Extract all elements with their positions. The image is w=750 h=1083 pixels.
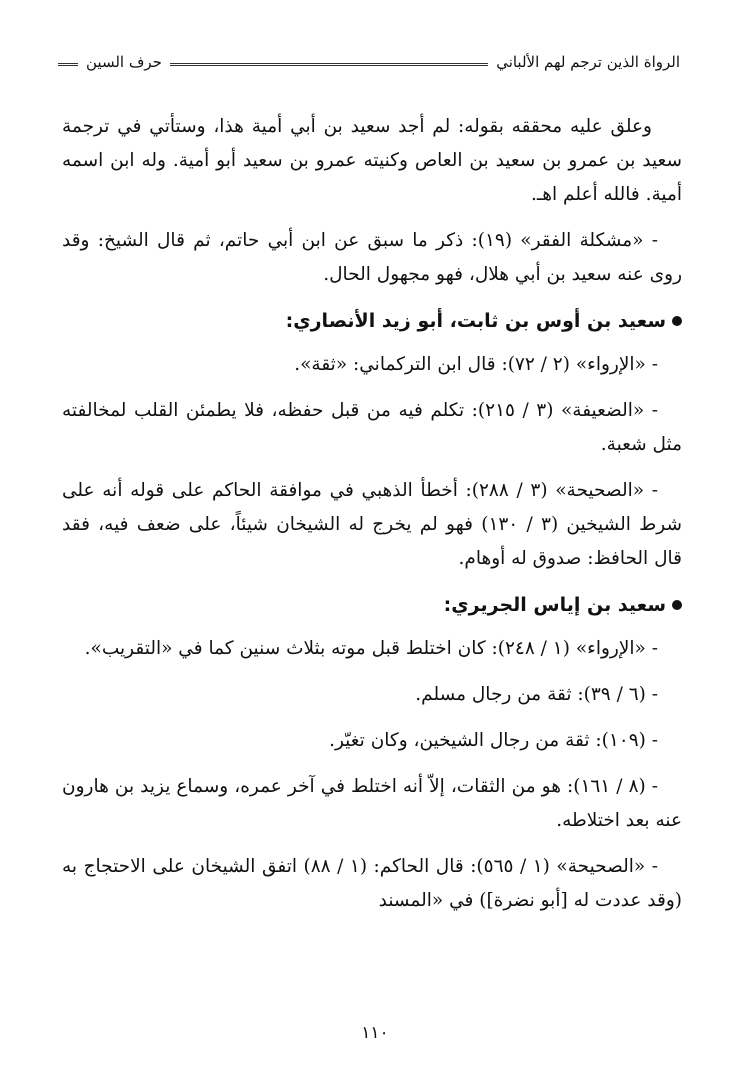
entry-item: - «الضعيفة» (٣ / ٢١٥): تكلم فيه من قبل حفظه، فلا يطمئن القلب لمخالفته مثل شعبة. xyxy=(62,400,682,455)
entry-item: - «الصحيحة» (٣ / ٢٨٨): أخطأ الذهبي في موافقة الحاكم على قوله أنه على شرط الشيخين (٣ / ١٣٠) فهو لم يخرج له الشيخان شيئاً، على ضعف فيه، فقد قال الحافظ: صدوق له أوهام. xyxy=(62,480,682,569)
page-content xyxy=(62,110,682,930)
entry-item: - (٦ / ٣٩): ثقة من رجال مسلم. xyxy=(415,684,658,705)
entry-item: - (١٠٩): ثقة من رجال الشيخين، وكان تغيّر. xyxy=(329,730,658,751)
paragraph: - «مشكلة الفقر» (١٩): ذكر ما سبق عن ابن أبي حاتم، ثم قال الشيخ: وقد روى عنه سعيد بن أبي هلال، فهو مجهول الحال. xyxy=(62,230,682,285)
bullet-icon xyxy=(672,316,682,326)
page-number: ١١٠ xyxy=(361,1023,389,1043)
header-title: الرواة الذين ترجم لهم الألباني xyxy=(496,53,680,71)
header-rule xyxy=(170,63,488,66)
header-section: حرف السين xyxy=(86,53,162,71)
paragraph: وعلق عليه محققه بقوله: لم أجد سعيد بن أبي أمية هذا، وستأتي في ترجمة سعيد بن عمرو بن سعيد بن العاص وكنيته عمرو بن سعيد أبو أمية. وله ابن اسمه أمية. فالله أعلم اهـ. xyxy=(62,116,682,205)
entry-item: - «الإرواء» (١ / ٢٤٨): كان اختلط قبل موته بثلاث سنين كما في «التقريب». xyxy=(84,638,658,659)
entry-heading xyxy=(62,588,682,622)
entry-item: - (٨ / ١٦١): هو من الثقات، إلاّ أنه اختلط في آخر عمره، وسماع يزيد بن هارون عنه بعد اختلاطه. xyxy=(62,776,682,831)
entry-heading-text: سعيد بن أوس بن ثابت، أبو زيد الأنصاري: xyxy=(285,310,666,332)
header-dash xyxy=(58,63,78,66)
entry-item: - «الصحيحة» (١ / ٥٦٥): قال الحاكم: (١ / ٨٨) اتفق الشيخان على الاحتجاج به (وقد عددت له [أبو نضرة]) في «المسند xyxy=(62,856,682,911)
running-header xyxy=(58,52,680,72)
entry-heading-text: سعيد بن إياس الجريري: xyxy=(443,594,666,616)
entry-heading xyxy=(62,304,682,338)
bullet-icon xyxy=(672,600,682,610)
entry-item: - «الإرواء» (٢ / ٧٢): قال ابن التركماني: «ثقة». xyxy=(294,354,658,375)
